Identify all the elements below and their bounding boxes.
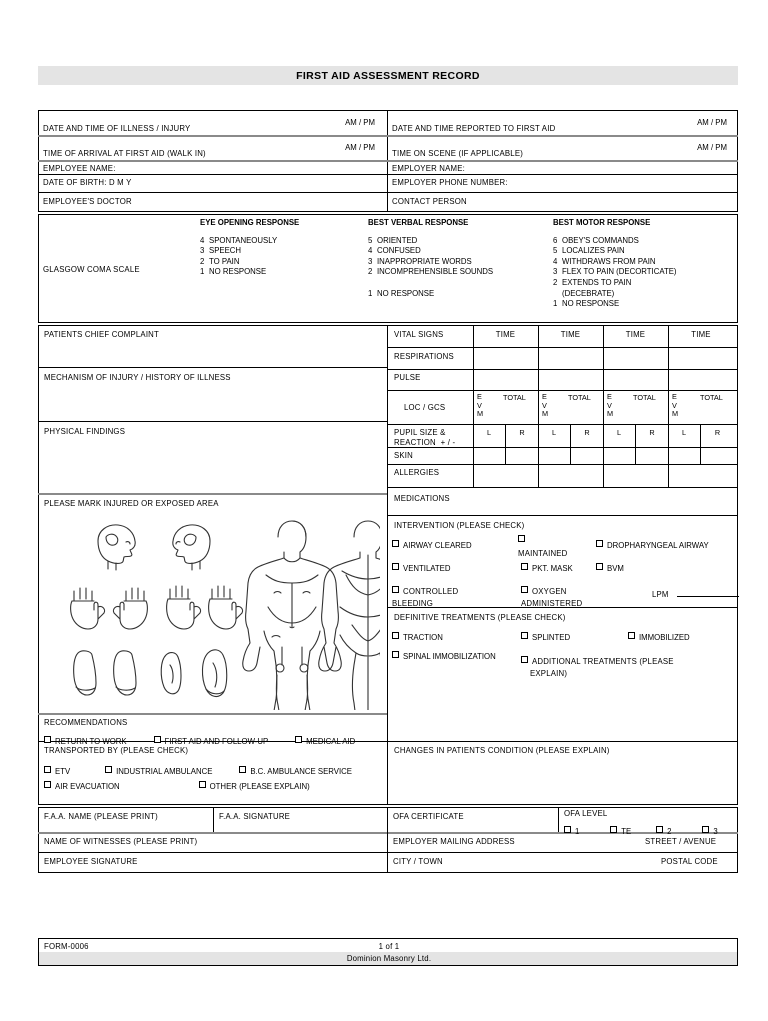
pupil-r-1: R: [519, 428, 525, 437]
gcs-eye-item-3: 1 NO RESPONSE: [200, 267, 267, 277]
gcs-eye-item-0: 4 SPONTANEOUSLY: [200, 235, 278, 245]
page-title-banner: [38, 66, 738, 85]
hand-diagrams: [71, 586, 243, 629]
transport-options-row2[interactable]: [44, 776, 310, 794]
label-loc-gcs: LOC / GCS: [404, 403, 446, 412]
loc-total-4: TOTAL: [700, 393, 723, 402]
pupil-r-3: R: [649, 428, 655, 437]
checkbox-icon[interactable]: [105, 766, 112, 773]
checkbox-controlled-bleeding[interactable]: [392, 581, 458, 608]
vitals-col-4-divider: [668, 325, 669, 487]
checkbox-icon[interactable]: [392, 651, 399, 658]
checkbox-etv[interactable]: ETV: [44, 766, 70, 776]
gcs-motor-heading: BEST MOTOR RESPONSE: [553, 218, 651, 227]
pupil-l-1: L: [486, 428, 492, 437]
checkbox-medical-aid[interactable]: MEDICAL AID: [295, 736, 355, 746]
body-diagram-anterior: [243, 521, 342, 710]
label-pupil-size: PUPIL SIZE & REACTION + / -: [394, 428, 456, 447]
field-employer-phone[interactable]: EMPLOYER PHONE NUMBER:: [392, 178, 508, 187]
gcs-verbal-heading: BEST VERBAL RESPONSE: [368, 218, 469, 227]
gcs-verbal-item-2: 3 INAPPROPRIATE WORDS: [368, 256, 472, 266]
loc-total-1: TOTAL: [503, 393, 526, 402]
field-reported-datetime-label: DATE AND TIME REPORTED TO FIRST AID: [392, 124, 556, 133]
vitals-rule-6: [388, 464, 738, 465]
medications-rule: [388, 515, 738, 516]
checkbox-icon[interactable]: [154, 736, 161, 743]
checkbox-additional-treatments[interactable]: [521, 651, 721, 678]
vitals-rule-2: [388, 369, 738, 370]
label-witnesses[interactable]: NAME OF WITNESSES (PLEASE PRINT): [44, 837, 198, 846]
checkbox-ventilated[interactable]: VENTILATED: [392, 563, 451, 573]
gcs-column-verbal: [368, 218, 493, 299]
vitals-time-header-3: TIME: [625, 330, 646, 339]
vitals-rule-7: [388, 487, 738, 488]
left-rule-2: [38, 421, 387, 422]
checkbox-return-to-work[interactable]: RETURN TO WORK: [44, 736, 127, 746]
vitals-rule-1: [388, 347, 738, 348]
field-employee-name[interactable]: EMPLOYEE NAME:: [43, 164, 116, 173]
checkbox-icon[interactable]: [392, 586, 399, 593]
label-definitive-treatments: DEFINITIVE TREATMENTS (PLEASE CHECK): [394, 613, 566, 622]
id-rule-4: [38, 192, 738, 193]
left-rule-3: [38, 493, 387, 495]
gcs-motor-item-0: 6 OBEY'S COMMANDS: [553, 235, 639, 245]
page-title: FIRST AID ASSESSMENT RECORD: [296, 69, 480, 82]
checkbox-ofa-level-3[interactable]: 3: [702, 826, 717, 836]
field-employee-doctor[interactable]: EMPLOYEE'S DOCTOR: [43, 197, 132, 206]
checkbox-icon[interactable]: [239, 766, 246, 773]
checkbox-additional-label-line1: ADDITIONAL TREATMENTS (PLEASE: [532, 657, 674, 666]
gcs-eye-heading: EYE OPENING RESPONSE: [200, 218, 300, 227]
vitals-time-header-2: TIME: [560, 330, 581, 339]
field-time-on-scene[interactable]: [392, 143, 733, 161]
vitals-rule-4: [388, 424, 738, 425]
field-employer-name[interactable]: EMPLOYER NAME:: [392, 164, 465, 173]
label-vital-signs: VITAL SIGNS: [394, 330, 444, 339]
field-illness-datetime[interactable]: [43, 118, 381, 136]
field-arrival-time[interactable]: [43, 143, 381, 161]
footer-form-number: FORM-0006: [44, 942, 89, 951]
pupil-r-4: R: [714, 428, 721, 437]
label-physical-findings: PHYSICAL FINDINGS: [44, 427, 126, 436]
loc-total-2: TOTAL: [568, 393, 591, 402]
checkbox-additional-label-line2: EXPLAIN): [530, 669, 568, 678]
label-recommendations: RECOMMENDATIONS: [44, 718, 128, 727]
pupil-l-2: L: [551, 428, 557, 437]
field-arrival-time-label: TIME OF ARRIVAL AT FIRST AID (WALK IN): [43, 149, 206, 158]
label-postal-code: POSTAL CODE: [661, 857, 718, 866]
checkbox-icon[interactable]: [199, 781, 206, 788]
checkbox-icon[interactable]: [656, 826, 663, 833]
label-ofa-level: OFA LEVEL: [564, 809, 608, 818]
checkbox-icon[interactable]: [521, 586, 528, 593]
gcs-verbal-item-3: 2 INCOMPREHENSIBLE SOUNDS: [368, 267, 494, 277]
checkbox-maintained[interactable]: [518, 535, 568, 561]
checkbox-first-aid-follow-up[interactable]: FIRST AID AND FOLLOW-UP: [154, 736, 269, 746]
label-changes-in-condition: CHANGES IN PATIENTS CONDITION (PLEASE EXPLAIN): [394, 746, 610, 755]
field-illness-datetime-label: DATE AND TIME OF ILLNESS / INJURY: [43, 124, 191, 133]
left-rule-1: [38, 367, 387, 368]
assessment-center-divider: [387, 325, 388, 805]
gcs-column-eye: [200, 218, 299, 278]
label-transported-by: TRANSPORTED BY (PLEASE CHECK): [44, 746, 189, 755]
left-rule-4: [38, 713, 387, 715]
checkbox-airway-cleared[interactable]: AIRWAY CLEARED: [392, 540, 472, 550]
checkbox-icon[interactable]: [521, 563, 528, 570]
sig-divider-3: [558, 807, 559, 832]
footer-row-bottom: [39, 952, 737, 965]
field-date-of-birth[interactable]: DATE OF BIRTH: D M Y: [43, 178, 132, 187]
checkbox-icon[interactable]: [44, 766, 51, 773]
page-footer: [38, 938, 738, 966]
checkbox-air-evacuation[interactable]: AIR EVACUATION: [44, 781, 120, 791]
gcs-verbal-item-0: 5 ORIENTED: [368, 235, 418, 245]
checkbox-spinal-immobilization[interactable]: SPINAL IMMOBILIZATION: [392, 651, 496, 661]
vitals-col-2-divider: [538, 325, 539, 487]
checkbox-oxygen-label-line2: ADMINISTERED: [521, 599, 583, 608]
label-pulse: PULSE: [394, 373, 421, 382]
body-diagram-posterior: [319, 521, 380, 710]
lpm-write-line[interactable]: [677, 596, 739, 597]
gcs-column-motor: [553, 218, 677, 310]
checkbox-pkt-mask[interactable]: PKT. MASK: [521, 563, 573, 573]
label-employer-mailing-address[interactable]: EMPLOYER MAILING ADDRESS: [393, 837, 515, 846]
vitals-col-1-divider: [473, 325, 474, 487]
checkbox-immobilized[interactable]: IMMOBILIZED: [628, 632, 690, 642]
checkbox-icon[interactable]: [392, 540, 399, 547]
gcs-motor-item-2: 4 WITHDRAWS FROM PAIN: [553, 256, 656, 266]
label-allergies: ALLERGIES: [394, 468, 440, 477]
field-illness-datetime-ampm[interactable]: AM / PM: [345, 118, 375, 127]
gcs-motor-item-6: 1 NO RESPONSE: [553, 299, 620, 309]
sig-divider-2: [387, 807, 388, 873]
gcs-motor-item-5: (DECEBRATE): [562, 288, 615, 298]
label-lpm: LPM: [652, 590, 669, 599]
label-respirations: RESPIRATIONS: [394, 352, 454, 361]
loc-evm-1: E V M: [477, 392, 484, 418]
field-time-on-scene-ampm[interactable]: AM / PM: [697, 143, 727, 152]
checkbox-icon[interactable]: [564, 826, 571, 833]
id-rule-3: [38, 174, 738, 175]
label-mechanism-of-injury: MECHANISM OF INJURY / HISTORY OF ILLNESS: [44, 373, 231, 382]
footer-company-name: Dominion Masonry Ltd.: [346, 954, 432, 963]
loc-evm-4: E V M: [672, 392, 679, 418]
vitals-time-header-4: TIME: [691, 330, 711, 339]
footer-page-number: 1 of 1: [378, 942, 400, 951]
field-time-on-scene-label: TIME ON SCENE (IF APPLICABLE): [392, 149, 524, 158]
vitals-col-3-divider: [603, 325, 604, 487]
pupil-l-4: L: [681, 428, 687, 437]
checkbox-controlled-bleeding-label-line1: CONTROLLED: [403, 587, 459, 596]
checkbox-icon[interactable]: [392, 632, 399, 639]
checkbox-other-transport[interactable]: OTHER (PLEASE EXPLAIN): [199, 781, 310, 791]
label-ofa-certificate[interactable]: OFA CERTIFICATE: [393, 812, 464, 821]
gcs-motor-item-1: 5 LOCALIZES PAIN: [553, 246, 625, 256]
head-profile-left: [98, 525, 135, 570]
checkbox-icon[interactable]: [610, 826, 617, 833]
checkbox-ofa-level-2[interactable]: 2: [656, 826, 671, 836]
foot-diagrams: [74, 650, 227, 697]
checkbox-icon[interactable]: [518, 535, 525, 542]
checkbox-oxygen-administered[interactable]: [521, 581, 582, 608]
field-arrival-time-ampm[interactable]: AM / PM: [345, 143, 375, 152]
checkbox-icon[interactable]: [392, 563, 399, 570]
label-street-avenue: STREET / AVENUE: [645, 837, 717, 846]
pupil-l-3: L: [616, 428, 622, 437]
checkbox-controlled-bleeding-label-line2: BLEEDING: [392, 599, 434, 608]
gcs-verbal-item-5: 1 NO RESPONSE: [368, 288, 435, 298]
checkbox-icon[interactable]: [628, 632, 635, 639]
checkbox-traction[interactable]: TRACTION: [392, 632, 443, 642]
gcs-motor-item-3: 3 FLEX TO PAIN (DECORTICATE): [553, 267, 677, 277]
field-lpm[interactable]: [652, 584, 739, 602]
head-profile-right: [173, 525, 210, 570]
loc-evm-2: E V M: [542, 392, 549, 418]
loc-total-3: TOTAL: [633, 393, 656, 402]
loc-evm-3: E V M: [607, 392, 614, 418]
checkbox-maintained-label: MAINTAINED: [518, 549, 568, 558]
checkbox-icon[interactable]: [702, 826, 709, 833]
sig-divider-1: [213, 807, 214, 832]
body-diagram-group[interactable]: [60, 515, 380, 710]
field-reported-datetime[interactable]: [392, 118, 733, 136]
label-employee-signature[interactable]: EMPLOYEE SIGNATURE: [44, 857, 138, 866]
field-contact-person[interactable]: CONTACT PERSON: [392, 197, 467, 206]
gcs-verbal-item-1: 4 CONFUSED: [368, 246, 421, 256]
gcs-verbal-spacer: [368, 278, 493, 289]
checkbox-dropharyngeal-airway[interactable]: DROPHARYNGEAL AIRWAY: [596, 540, 709, 550]
sig-rule-2: [38, 852, 738, 853]
label-city-town[interactable]: CITY / TOWN: [393, 857, 443, 866]
checkbox-icon[interactable]: [44, 781, 51, 788]
gcs-row-label: GLASGOW COMA SCALE: [43, 265, 140, 274]
gcs-motor-item-4: 2 EXTENDS TO PAIN: [553, 277, 632, 287]
gcs-eye-item-1: 3 SPEECH: [200, 246, 242, 256]
label-skin: SKIN: [394, 451, 413, 460]
vitals-rule-5: [388, 447, 738, 448]
vitals-rule-3: [388, 390, 738, 391]
checkbox-bc-ambulance-service[interactable]: B.C. AMBULANCE SERVICE: [239, 766, 352, 776]
checkbox-oxygen-label-line1: OXYGEN: [532, 587, 567, 596]
footer-row-top: [39, 939, 737, 952]
checkbox-ofa-level-te[interactable]: TE: [610, 826, 631, 836]
vitals-time-header-1: TIME: [495, 330, 516, 339]
checkbox-splinted[interactable]: SPLINTED: [521, 632, 570, 642]
pupil-r-2: R: [584, 428, 590, 437]
label-mark-injured-area: PLEASE MARK INJURED OR EXPOSED AREA: [44, 499, 219, 508]
checkbox-ofa-level-1[interactable]: 1: [564, 826, 579, 836]
label-faa-signature[interactable]: F.A.A. SIGNATURE: [219, 812, 291, 821]
checkbox-icon[interactable]: [596, 540, 603, 547]
label-faa-name[interactable]: F.A.A. NAME (PLEASE PRINT): [44, 812, 158, 821]
checkbox-icon[interactable]: [596, 563, 603, 570]
checkbox-icon[interactable]: [521, 632, 528, 639]
checkbox-icon[interactable]: [44, 736, 51, 743]
gcs-eye-item-2: 2 TO PAIN: [200, 256, 240, 266]
label-chief-complaint: PATIENTS CHIEF COMPLAINT: [44, 330, 159, 339]
label-medications: MEDICATIONS: [394, 494, 450, 503]
checkbox-bvm[interactable]: BVM: [596, 563, 624, 573]
checkbox-industrial-ambulance[interactable]: INDUSTRIAL AMBULANCE: [105, 766, 212, 776]
field-reported-datetime-ampm[interactable]: AM / PM: [697, 118, 727, 127]
checkbox-icon[interactable]: [295, 736, 302, 743]
label-intervention: INTERVENTION (PLEASE CHECK): [394, 521, 525, 530]
checkbox-icon[interactable]: [521, 656, 528, 663]
